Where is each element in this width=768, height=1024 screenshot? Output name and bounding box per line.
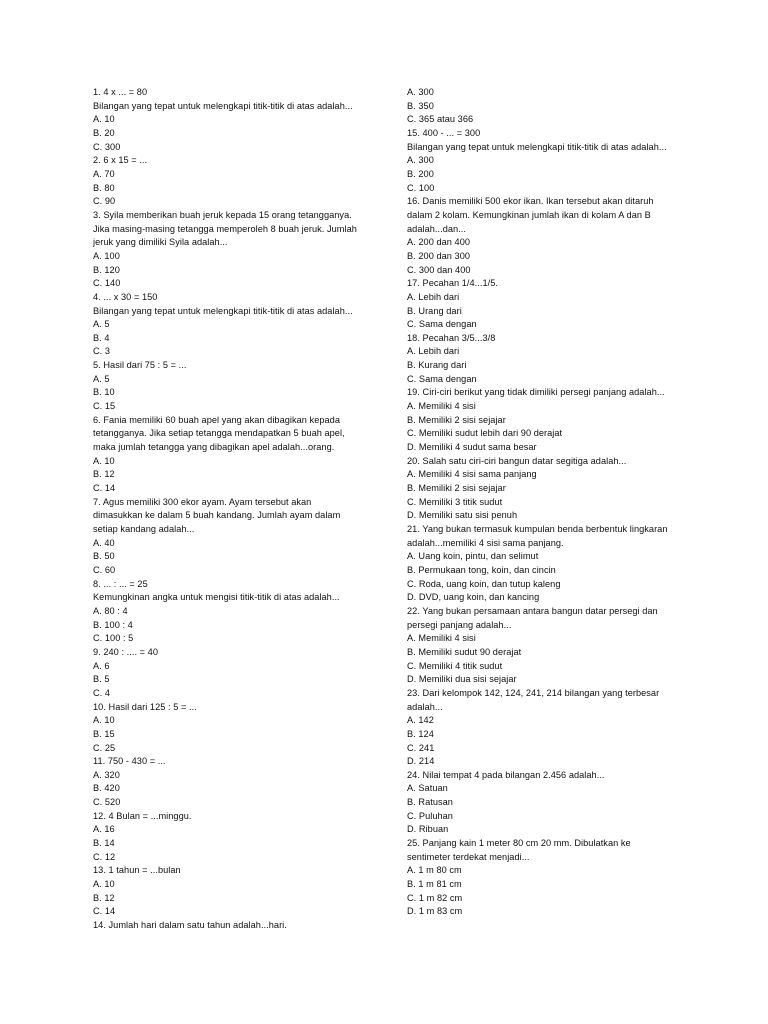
right-column-line: 22. Yang bukan persamaan antara bangun datar persegi dan: [407, 605, 658, 616]
right-column: [407, 86, 707, 919]
left-column-line: A. 70: [93, 168, 115, 179]
left-column-line: C. 15: [93, 401, 116, 412]
right-column-line: 20. Salah satu ciri-ciri bangun datar segitiga adalah...: [407, 455, 627, 466]
left-column-line: B. 14: [93, 838, 115, 849]
left-column-line: dimasukkan ke dalam 5 buah kandang. Jumlah ayam dalam: [93, 510, 341, 521]
right-column-line: adalah...memiliki 4 sisi sama panjang.: [407, 537, 564, 548]
right-column-line: D. Memiliki satu sisi penuh: [407, 510, 518, 521]
left-column-line: B. 420: [93, 783, 120, 794]
left-column-line: C. 14: [93, 483, 116, 494]
left-column-line: A. 80 : 4: [93, 605, 128, 616]
left-column-line: Bilangan yang tepat untuk melengkapi titik-titik di atas adalah...: [93, 100, 353, 111]
right-column-line: A. Memiliki 4 sisi: [407, 401, 476, 412]
left-column-line: 8. ... : ... = 25: [93, 578, 148, 589]
right-column-line: C. 241: [407, 742, 435, 753]
right-column-line: C. Roda, uang koin, dan tutup kaleng: [407, 578, 561, 589]
left-column-line: setiap kandang adalah...: [93, 524, 195, 534]
left-column-line: C. 12: [93, 851, 116, 862]
left-column-line: B. 80: [93, 182, 115, 193]
left-column-line: B. 4: [93, 332, 110, 343]
left-column-line: B. 12: [93, 892, 115, 903]
left-column-line: 4. ... x 30 = 150: [93, 291, 158, 302]
right-column-line: 24. Nilai tempat 4 pada bilangan 2.456 adalah...: [407, 769, 605, 780]
right-column-line: A. 300: [407, 155, 434, 166]
right-column-line: B. 1 m 81 cm: [407, 879, 462, 890]
left-column-line: 14. Jumlah hari dalam satu tahun adalah...hari.: [93, 920, 287, 931]
right-column-line: C. Memiliki sudut lebih dari 90 derajat: [407, 428, 563, 439]
left-column-line: 9. 240 : .... = 40: [93, 646, 159, 657]
right-column-line: A. Lebih dari: [407, 346, 460, 357]
right-column-line: adalah...: [407, 701, 443, 712]
right-column-line: B. Memiliki 2 sisi sejajar: [407, 414, 506, 425]
right-column-line: 17. Pecahan 1/4...1/5.: [407, 278, 499, 289]
left-column-line: C. 60: [93, 564, 116, 575]
left-column-line: 5. Hasil dari 75 : 5 = ...: [93, 360, 187, 371]
left-column-line: B. 20: [93, 127, 115, 138]
left-column-line: A. 6: [93, 660, 110, 671]
right-column-line: D. Ribuan: [407, 824, 449, 835]
right-column-line: D. Memiliki 4 sudut sama besar: [407, 442, 537, 453]
right-column-line: B. 350: [407, 100, 434, 111]
left-column-line: 13. 1 tahun = ...bulan: [93, 865, 181, 876]
right-column-line: sentimeter terdekat menjadi...: [407, 851, 530, 862]
left-column-line: C. 14: [93, 906, 116, 917]
right-column-line: C. 1 m 82 cm: [407, 892, 463, 903]
left-column-line: 11. 750 - 430 = ...: [93, 756, 166, 767]
left-column-line: C. 3: [93, 346, 111, 357]
right-column-line: A. Memiliki 4 sisi: [407, 633, 476, 644]
left-column-line: B. 100 : 4: [93, 619, 133, 630]
left-column-line: C. 25: [93, 742, 116, 753]
right-column-line: B. Ratusan: [407, 797, 453, 808]
right-column-line: 15. 400 - ... = 300: [407, 127, 481, 138]
left-column-line: C. 90: [93, 196, 116, 207]
right-column-line: A. 300: [407, 87, 434, 97]
left-column-line: maka jumlah tetangga yang dibagikan apel adalah...orang.: [93, 442, 335, 453]
right-column-line: A. 200 dan 400: [407, 237, 471, 248]
left-column-line: A. 10: [93, 455, 115, 466]
right-column-line: C. Memiliki 4 titik sudut: [407, 660, 503, 671]
right-column-line: A. Satuan: [407, 783, 448, 794]
left-column-line: jeruk yang dimiliki Syila adalah...: [93, 237, 228, 248]
right-column-line: persegi panjang adalah...: [407, 619, 512, 630]
right-column-line: C. 365 atau 366: [407, 114, 474, 125]
right-column-line: A. Uang koin, pintu, dan selimut: [407, 551, 539, 562]
left-column-line: A. 10: [93, 715, 115, 726]
left-column-line: Kemungkinan angka untuk mengisi titik-titik di atas adalah...: [93, 592, 340, 603]
left-column-line: C. 520: [93, 797, 121, 808]
left-column-line: C. 140: [93, 278, 121, 289]
left-column-line: C. 4: [93, 687, 111, 698]
right-column-line: B. Kurang dari: [407, 360, 467, 371]
right-column-line: D. 214: [407, 756, 435, 767]
left-column-line: 7. Agus memiliki 300 ekor ayam. Ayam tersebut akan: [93, 496, 312, 507]
left-column-line: B. 50: [93, 551, 115, 562]
right-column-line: D. DVD, uang koin, dan kancing: [407, 592, 540, 603]
left-column-line: 3. Syila memberikan buah jeruk kepada 15 orang tetangganya.: [93, 209, 352, 220]
left-column-line: C. 100 : 5: [93, 633, 134, 644]
left-column-line: A. 100: [93, 250, 120, 261]
left-column-line: A. 10: [93, 114, 115, 125]
left-column-line: 2. 6 x 15 = ...: [93, 155, 148, 166]
right-column-line: 18. Pecahan 3/5...3/8: [407, 332, 496, 343]
right-column-line: Bilangan yang tepat untuk melengkapi titik-titik di atas adalah...: [407, 141, 667, 152]
right-column-line: C. 100: [407, 182, 435, 193]
right-column-line: B. Permukaan tong, koin, dan cincin: [407, 564, 556, 575]
left-column-line: 10. Hasil dari 125 : 5 = ...: [93, 701, 197, 712]
right-column-line: 16. Danis memiliki 500 ekor ikan. Ikan tersebut akan ditaruh: [407, 196, 654, 207]
left-column-line: A. 320: [93, 769, 120, 780]
right-column-line: B. 200 dan 300: [407, 250, 471, 261]
right-column-line: B. 124: [407, 728, 434, 739]
right-column-line: A. 1 m 80 cm: [407, 865, 462, 876]
right-column-line: 23. Dari kelompok 142, 124, 241, 214 bilangan yang terbesar: [407, 687, 660, 698]
left-column-line: A. 5: [93, 319, 110, 330]
right-column-line: A. Lebih dari: [407, 291, 460, 302]
right-column-line: D. Memiliki dua sisi sejajar: [407, 674, 517, 685]
right-column-line: B. 200: [407, 168, 434, 179]
left-column-line: tetangganya. Jika setiap tetangga mendapatkan 5 buah apel,: [93, 428, 345, 439]
right-column-line: C. Sama dengan: [407, 319, 477, 330]
right-column-line: B. Urang dari: [407, 305, 462, 316]
right-column-line: C. Memiliki 3 titik sudut: [407, 496, 503, 507]
right-column-line: 21. Yang bukan termasuk kumpulan benda berbentuk lingkaran: [407, 524, 668, 534]
right-column-line: dalam 2 kolam. Kemungkinan jumlah ikan di kolam A dan B: [407, 209, 651, 220]
right-column-line: C. Sama dengan: [407, 373, 477, 384]
left-column-line: 12. 4 Bulan = ...minggu.: [93, 810, 192, 821]
right-column-line: C. Puluhan: [407, 810, 453, 821]
right-column-line: D. 1 m 83 cm: [407, 906, 463, 917]
left-column-line: A. 40: [93, 537, 115, 548]
left-column-line: A. 5: [93, 373, 110, 384]
right-column-line: C. 300 dan 400: [407, 264, 471, 275]
left-column-line: Jika masing-masing tetangga memperoleh 8 buah jeruk. Jumlah: [93, 223, 357, 234]
left-column-line: B. 12: [93, 469, 115, 480]
left-column-line: A. 16: [93, 824, 115, 835]
right-column-line: B. Memiliki sudut 90 derajat: [407, 646, 522, 657]
right-column-line: A. Memiliki 4 sisi sama panjang: [407, 469, 537, 480]
left-column-line: A. 10: [93, 879, 115, 890]
left-column-line: B. 10: [93, 387, 115, 398]
left-column-line: C. 300: [93, 141, 121, 152]
left-column-line: B. 120: [93, 264, 120, 275]
left-column-line: 6. Fania memiliki 60 buah apel yang akan dibagikan kepada: [93, 414, 340, 425]
right-column-line: A. 142: [407, 715, 434, 726]
left-column-line: Bilangan yang tepat untuk melengkapi titik-titik di atas adalah...: [93, 305, 353, 316]
left-column-line: B. 5: [93, 674, 110, 685]
left-column-line: 1. 4 x ... = 80: [93, 87, 148, 97]
left-column: [93, 86, 393, 933]
left-column-line: B. 15: [93, 728, 115, 739]
right-column-line: 25. Panjang kain 1 meter 80 cm 20 mm. Dibulatkan ke: [407, 838, 631, 849]
right-column-line: adalah...dan...: [407, 223, 466, 234]
right-column-line: 19. Ciri-ciri berikut yang tidak dimiliki persegi panjang adalah...: [407, 387, 665, 398]
right-column-line: B. Memiliki 2 sisi sejajar: [407, 483, 506, 494]
